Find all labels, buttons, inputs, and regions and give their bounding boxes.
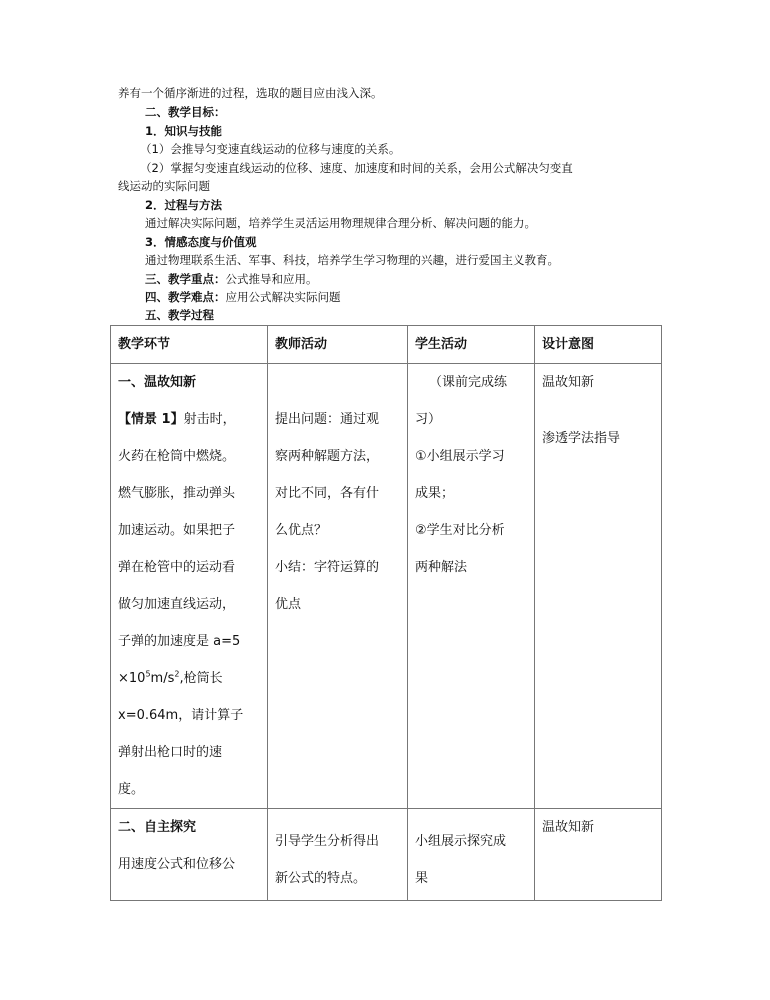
student-line: 果 bbox=[415, 871, 429, 886]
heading-attitude: 3．情感态度与价值观 bbox=[145, 235, 257, 249]
teacher-line: 引导学生分析得出 bbox=[275, 834, 380, 849]
student-line: （课前完成练 bbox=[429, 375, 508, 390]
heading-teaching-process: 五、教学过程 bbox=[145, 308, 214, 322]
goal-item-2: （2）掌握匀变速直线运动的位移、速度、加速度和时间的关系，会用公式解决匀变直 bbox=[140, 161, 573, 175]
key-point-text: 公式推导和应用。 bbox=[225, 272, 318, 286]
header-cell: 教师活动 bbox=[268, 326, 408, 364]
scenario-line: x=0.64m，请计算子 bbox=[118, 708, 244, 723]
heading-knowledge: 1．知识与技能 bbox=[145, 124, 223, 138]
design-intent-cell bbox=[535, 364, 662, 809]
scenario-line: 火药在枪筒中燃烧。 bbox=[118, 449, 236, 464]
header-cell: 教学环节 bbox=[111, 326, 268, 364]
difficulty-label: 四、教学难点： bbox=[145, 290, 226, 304]
scenario-line: 弹在枪管中的运动看 bbox=[118, 560, 236, 575]
design-intent-cell bbox=[535, 809, 662, 901]
student-line: ①小组展示学习 bbox=[415, 449, 505, 464]
process-text: 通过解决实际问题，培养学生灵活运用物理规律合理分析、解决问题的能力。 bbox=[145, 216, 536, 230]
teacher-line: 优点 bbox=[275, 597, 302, 612]
key-point bbox=[145, 271, 318, 287]
key-point-label: 三、教学重点： bbox=[145, 272, 226, 286]
student-line: ②学生对比分析 bbox=[415, 523, 505, 538]
heading-process-method: 2．过程与方法 bbox=[145, 198, 223, 212]
goal-item-2-cont: 线运动的实际问题 bbox=[118, 179, 210, 193]
stage-title: 一、温故知新 bbox=[118, 375, 197, 390]
difficulty bbox=[145, 289, 341, 305]
attitude-text: 通过物理联系生活、军事、科技，培养学生学习物理的兴趣，进行爱国主义教育。 bbox=[145, 253, 559, 267]
teacher-line: 对比不同，各有什 bbox=[275, 486, 380, 501]
scenario-tag: 【情景 1】 bbox=[118, 412, 184, 427]
student-line: 习） bbox=[415, 412, 442, 427]
teacher-line: 察两种解题方法， bbox=[275, 449, 380, 464]
scenario-formula: $\times 10^5m/s^2$,枪筒长 bbox=[118, 669, 223, 686]
teaching-process-table bbox=[110, 325, 662, 901]
scenario-line: 燃气膨胀，推动弹头 bbox=[118, 486, 236, 501]
goal-item-1: （1）会推导匀变速直线运动的位移与速度的关系。 bbox=[140, 142, 401, 156]
intent-line: 温故知新 bbox=[542, 375, 595, 390]
stage-cell bbox=[111, 809, 268, 901]
scenario-line: 【情景 1】射击时， bbox=[118, 412, 236, 427]
teacher-activity-cell bbox=[268, 809, 408, 901]
teacher-line: 么优点？ bbox=[275, 523, 328, 538]
teacher-line: 小结：字符运算的 bbox=[275, 560, 380, 575]
teacher-line: 提出问题：通过观 bbox=[275, 412, 380, 427]
student-line: 成果； bbox=[415, 486, 455, 501]
stage-cell bbox=[111, 364, 268, 809]
intent-line: 温故知新 bbox=[542, 820, 595, 835]
teacher-line: 新公式的特点。 bbox=[275, 871, 367, 886]
stage-title: 二、自主探究 bbox=[118, 820, 197, 835]
intro-line: 养有一个循序渐进的过程，选取的题目应由浅入深。 bbox=[118, 86, 383, 100]
student-line: 小组展示探究成 bbox=[415, 834, 507, 849]
difficulty-text: 应用公式解决实际问题 bbox=[225, 290, 341, 304]
student-activity-cell bbox=[408, 364, 535, 809]
scenario-line: 度。 bbox=[118, 782, 145, 797]
table-header-row bbox=[111, 326, 662, 364]
scenario-line: 做匀加速直线运动， bbox=[118, 597, 236, 612]
header-cell: 设计意图 bbox=[535, 326, 662, 364]
scenario-line: 弹射出枪口时的速 bbox=[118, 745, 223, 760]
teacher-activity-cell bbox=[268, 364, 408, 809]
student-line: 两种解法 bbox=[415, 560, 468, 575]
scenario-line: 子弹的加速度是 a=5 bbox=[118, 634, 241, 649]
heading-goals: 二、教学目标： bbox=[145, 105, 226, 119]
table-row bbox=[111, 364, 662, 809]
intent-line: 渗透学法指导 bbox=[542, 431, 621, 446]
student-activity-cell bbox=[408, 809, 535, 901]
scenario-line: 加速运动。如果把子 bbox=[118, 523, 236, 538]
header-cell: 学生活动 bbox=[408, 326, 535, 364]
stage-text: 用速度公式和位移公 bbox=[118, 857, 236, 872]
table-row bbox=[111, 809, 662, 901]
